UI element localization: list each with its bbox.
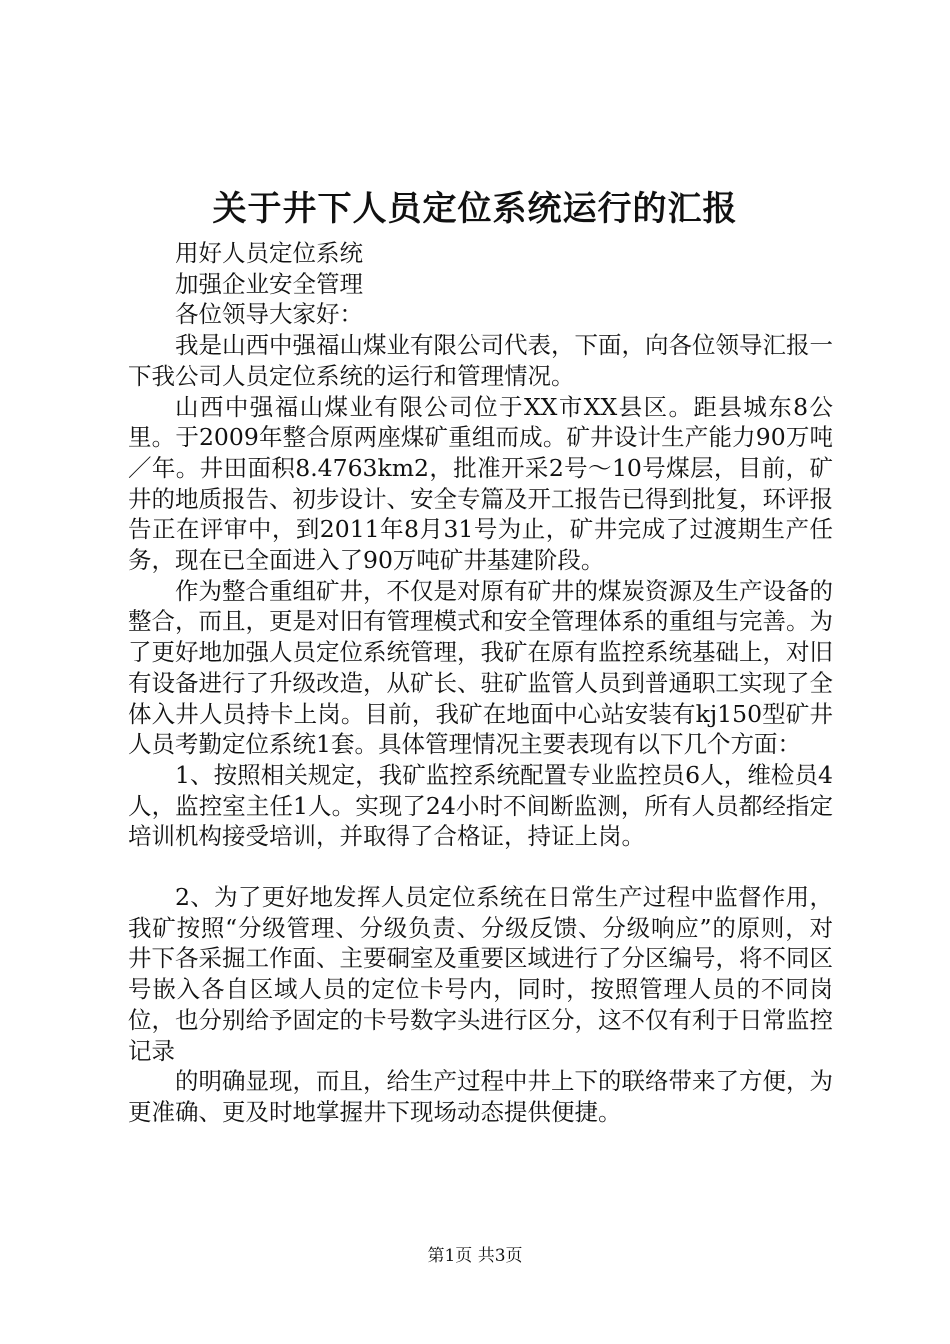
paragraph-intro: 我是山西中强福山煤业有限公司代表，下面，向各位领导汇报一下我公司人员定位系统的运行和管理情况。	[128, 331, 833, 390]
subtitle-line-2: 加强企业安全管理	[175, 269, 363, 298]
paragraph-gap	[128, 852, 833, 882]
paragraph-item-2: 2、为了更好地发挥人员定位系统在日常生产过程中监督作用，我矿按照“分级管理、分级负责、分级反馈、分级响应”的原则，对井下各采掘工作面、主要硐室及重要区域进行了分区编号，将不同区号嵌入各自区域人员的定位卡号内，同时，按照管理人员的不同岗位，也分别给予固定的卡号数字头进行区分，这不仅有利于日常监控记录	[128, 883, 833, 1065]
paragraph-item-1: 1、按照相关规定，我矿监控系统配置专业监控员6人，维检员4人，监控室主任1人。实现了24小时不间断监测，所有人员都经指定培训机构接受培训，并取得了合格证，持证上岗。	[128, 760, 833, 851]
document-title: 关于井下人员定位系统运行的汇报	[212, 189, 738, 229]
document-body	[128, 238, 833, 1128]
salutation: 各位领导大家好：	[175, 300, 363, 329]
paragraph-company-overview: 山西中强福山煤业有限公司位于XX市XX县区。距县城东8公里。于2009年整合原两座煤矿重组而成。矿井设计生产能力90万吨／年。井田面积8.4763km2，批准开采2号～10号煤层，目前，矿井的地质报告、初步设计、安全专篇及开工报告已得到批复，环评报告正在评审中，到2011年8月31号为止，矿井完成了过渡期生产任务，现在已全面进入了90万吨矿井基建阶段。	[128, 392, 833, 575]
page-number-footer: 第1页 共3页	[427, 1246, 523, 1266]
paragraph-item-2-continued: 的明确显现，而且，给生产过程中井上下的联络带来了方便，为更准确、更及时地掌握井下现场动态提供便捷。	[128, 1067, 833, 1126]
subtitle-line-1: 用好人员定位系统	[175, 239, 363, 267]
paragraph-integration: 作为整合重组矿井，不仅是对原有矿井的煤炭资源及生产设备的整合，而且，更是对旧有管理模式和安全管理体系的重组与完善。为了更好地加强人员定位系统管理，我矿在原有监控系统基础上，对旧有设备进行了升级改造，从矿长、驻矿监管人员到普通职工实现了全体入井人员持卡上岗。目前，我矿在地面中心站安装有kj150型矿井人员考勤定位系统1套。具体管理情况主要表现有以下几个方面：	[128, 576, 833, 759]
